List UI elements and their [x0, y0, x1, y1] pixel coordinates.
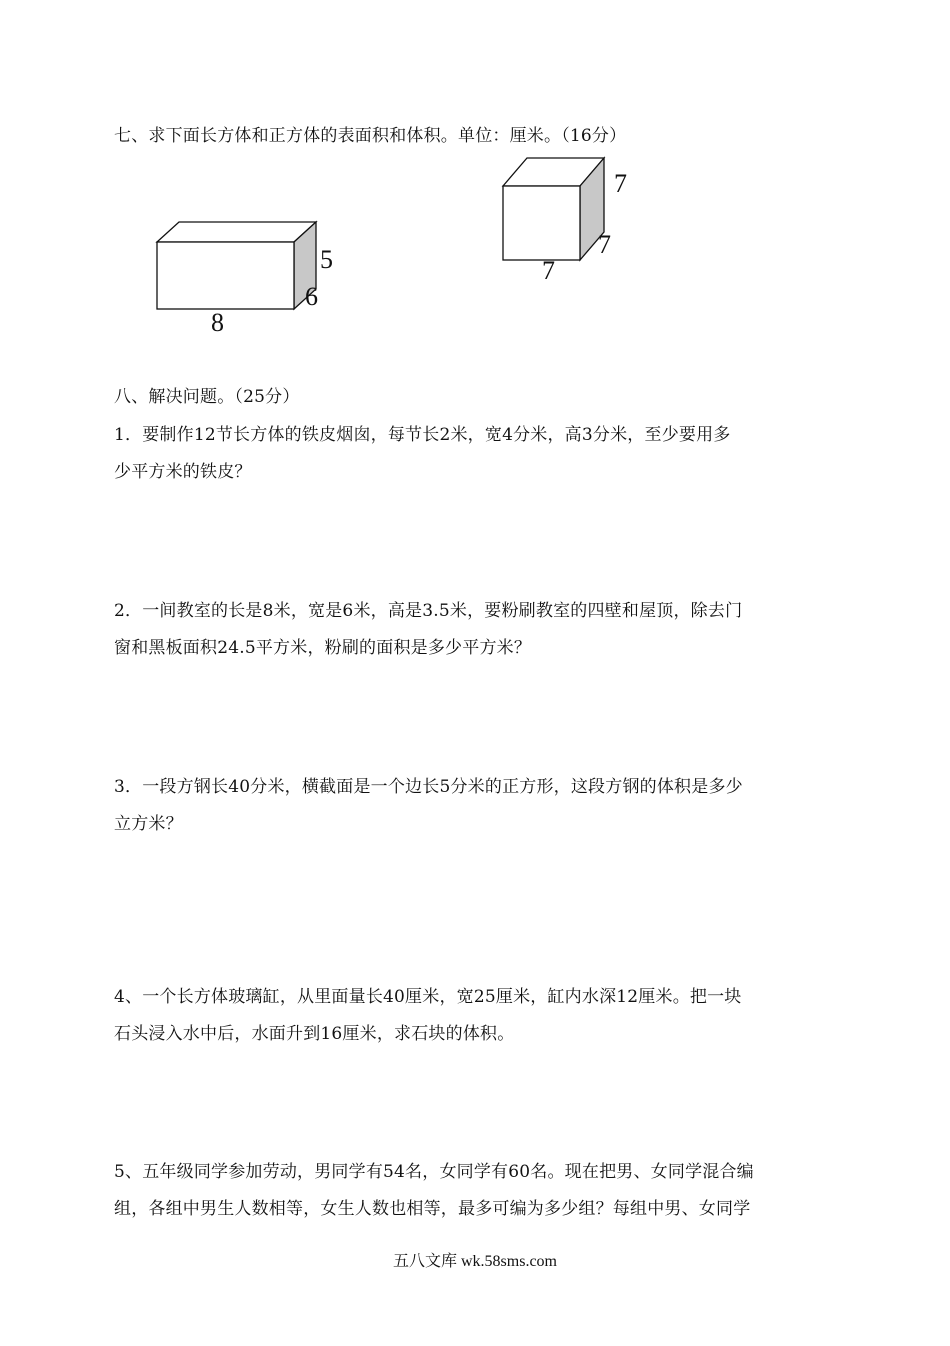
- cuboid-figure: [140, 210, 350, 340]
- cube-front-face: [503, 186, 580, 260]
- problem-5-line-2: 组，各组中男生人数相等，女生人数也相等，最多可编为多少组？每组中男、女同学: [114, 1199, 751, 1219]
- cube-edge-label-top: 7: [614, 169, 627, 198]
- section-8-title: 八、解决问题。（25分）: [114, 387, 300, 407]
- problem-1-line-2: 少平方米的铁皮？: [114, 462, 252, 482]
- problem-3-line-1: 3．一段方钢长40分米，横截面是一个边长5分米的正方形，这段方钢的体积是多少: [114, 777, 743, 797]
- footer-watermark: 五八文库 wk.58sms.com: [392, 1253, 557, 1270]
- problem-4-line-2: 石头浸入水中后，水面升到16厘米，求石块的体积。: [114, 1024, 515, 1044]
- cuboid-height-label: 5: [320, 245, 333, 274]
- cuboid-length-label: 8: [211, 308, 224, 337]
- cube-figure: [490, 150, 650, 285]
- cube-edge-label-right: 7: [598, 230, 611, 259]
- problem-4-line-1: 4、一个长方体玻璃缸，从里面量长40厘米，宽25厘米，缸内水深12厘米。把一块: [114, 987, 742, 1007]
- problem-2-line-2: 窗和黑板面积24.5平方米，粉刷的面积是多少平方米？: [114, 638, 532, 658]
- problem-2-line-1: 2．一间教室的长是8米，宽是6米，高是3.5米，要粉刷教室的四壁和屋顶，除去门: [114, 601, 743, 621]
- problem-3-line-2: 立方米？: [114, 814, 183, 834]
- cuboid-front-face: [157, 242, 294, 309]
- problem-5-line-1: 5、五年级同学参加劳动，男同学有54名，女同学有60名。现在把男、女同学混合编: [114, 1162, 754, 1182]
- section-7-title: 七、求下面长方体和正方体的表面积和体积。单位：厘米。（16分）: [114, 126, 627, 146]
- cuboid-width-label: 6: [305, 282, 318, 311]
- cuboid-top-face: [157, 222, 316, 242]
- cube-edge-label-bottom: 7: [542, 256, 555, 285]
- problem-1-line-1: 1．要制作12节长方体的铁皮烟囱，每节长2米，宽4分米，高3分米，至少要用多: [114, 425, 731, 445]
